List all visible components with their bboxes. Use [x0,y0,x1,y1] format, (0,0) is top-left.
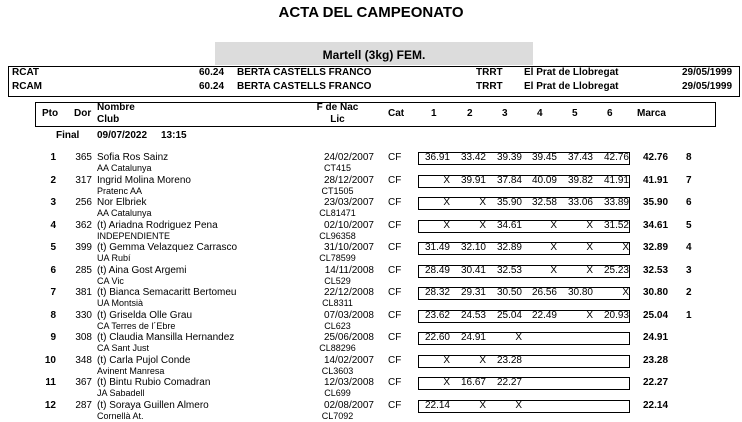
attempt-value: 22.14 [424,399,450,411]
attempt-value: 41.91 [603,174,629,186]
header-attempt-5: 5 [572,108,578,119]
attempt-value: 28.49 [424,264,450,276]
athlete-name: Ingrid Molina Moreno [97,174,191,186]
athlete-name: (t) Bianca Semacaritt Bertomeu [97,287,237,298]
athlete-name: (t) Soraya Guillen Almero [97,399,209,411]
category: CF [388,219,402,231]
header-club: Club [97,114,120,125]
table-row [0,355,742,377]
attempt-value: 23.28 [496,354,522,366]
header-attempt-2: 2 [467,108,473,119]
attempt-value: X [586,264,593,276]
attempt-value: X [443,219,450,231]
birth-date: 23/03/2007 [323,197,374,208]
attempt-value: X [550,264,557,276]
header-attempt-4: 4 [537,108,543,119]
attempt-value: 20.93 [603,309,629,321]
athlete-name: (t) Ariadna Rodriguez Pena [97,219,218,231]
document-title: ACTA DEL CAMPEONATO [278,4,464,21]
record-mark: 60.24 [199,67,225,78]
category: CF [388,174,402,186]
row-bib: 348 [75,354,92,366]
points: 7 [686,174,692,186]
athlete-club: UA Rubí [97,253,131,263]
license: CL529 [324,275,351,286]
attempt-value: 32.10 [460,242,486,253]
header-dor: Dor [74,108,92,119]
points: 3 [686,264,692,276]
athlete-club: CA Vic [97,275,124,286]
points: 4 [686,242,692,253]
attempt-value: 33.89 [603,197,629,208]
license: CL81471 [319,208,356,218]
best-mark: 32.89 [643,242,669,253]
best-mark: 24.91 [643,332,669,343]
table-row [0,310,742,332]
birth-date: 31/10/2007 [323,242,374,253]
attempt-value: 24.91 [460,332,486,343]
category: CF [388,264,402,276]
row-bib: 365 [75,152,92,163]
attempt-value: 42.76 [603,152,629,163]
record-date: 29/05/1999 [682,81,733,92]
table-row [0,197,742,219]
athlete-club: CA Sant Just [97,343,150,353]
table-row [0,265,742,287]
final-label: Final [56,130,80,141]
attempt-value: 39.91 [460,174,486,186]
table-row [0,175,742,197]
table-row [0,332,742,354]
attempt-value: X [479,197,486,208]
attempt-value: 30.50 [496,287,522,298]
attempt-value: 32.53 [496,264,522,276]
attempt-value: X [550,219,557,231]
attempt-value: 39.45 [531,152,557,163]
best-mark: 42.76 [643,152,669,163]
license: CT415 [323,163,351,173]
attempt-value: 22.27 [496,377,522,388]
attempt-value: 35.90 [496,197,522,208]
row-position: 4 [50,219,56,231]
attempt-value: 25.04 [496,309,522,321]
athlete-club: Pratenc AA [97,185,143,196]
category: CF [388,377,402,388]
athlete-name: Nor Elbriek [97,197,147,208]
athlete-club: Avinent Manresa [97,365,165,376]
header-lic: Lic [330,114,345,125]
row-bib: 399 [75,242,92,253]
row-bib: 362 [75,219,92,231]
athlete-name: (t) Claudia Mansilla Hernandez [97,332,235,343]
attempt-value: 31.49 [424,242,450,253]
category: CF [388,354,402,366]
birth-date: 12/03/2008 [323,377,374,388]
points: 8 [686,152,692,163]
attempt-value: X [586,242,593,253]
athlete-club: AA Catalunya [97,163,152,173]
attempt-value: 23.62 [424,309,450,321]
row-position: 3 [50,197,56,208]
license: CT1505 [321,185,354,196]
attempt-value: X [550,242,557,253]
points: 2 [686,287,692,298]
category: CF [388,242,402,253]
table-row [0,287,742,309]
license: CL3603 [321,365,354,376]
athlete-name: (t) Griselda Olle Grau [97,309,193,321]
attempt-value: 37.43 [567,152,593,163]
birth-date: 24/02/2007 [323,152,374,163]
best-mark: 30.80 [643,287,669,298]
row-bib: 285 [75,264,92,276]
birth-date: 02/10/2007 [323,219,374,231]
best-mark: 32.53 [643,264,669,276]
license: CL7092 [321,410,354,421]
birth-date: 14/11/2008 [324,264,374,276]
row-bib: 317 [75,174,92,186]
category: CF [388,399,402,411]
athlete-name: Sofia Ros Sainz [97,152,169,163]
header-attempt-6: 6 [607,108,613,119]
best-mark: 23.28 [643,354,669,366]
header-marca: Marca [637,108,666,119]
athlete-name: (t) Gemma Velazquez Carrasco [97,242,238,253]
athlete-club: CA Terres de l´Ebre [97,320,176,331]
row-position: 7 [50,287,56,298]
table-row [0,220,742,242]
row-position: 6 [50,264,56,276]
birth-date: 28/12/2007 [323,174,374,186]
row-position: 12 [44,399,56,411]
row-bib: 256 [75,197,92,208]
category: CF [388,197,402,208]
points: 1 [686,309,692,321]
athlete-club: Cornellà At. [97,410,144,421]
athlete-name: (t) Bintu Rubio Comadran [97,377,211,388]
athlete-club: UA Montsià [97,298,144,308]
attempt-value: 16.67 [460,377,486,388]
row-position: 11 [45,377,56,388]
row-position: 1 [50,152,56,163]
best-mark: 22.27 [643,377,669,388]
final-date: 09/07/2022 [97,130,148,141]
header-pto: Pto [42,108,59,119]
attempt-value: 22.60 [424,332,450,343]
event-title: Martell (3kg) FEM. [322,48,426,62]
header-attempt-1: 1 [431,108,437,119]
row-bib: 287 [75,399,92,411]
category: CF [388,332,402,343]
attempt-value: 26.56 [531,287,557,298]
attempt-value: 30.41 [460,264,486,276]
attempt-value: 30.80 [567,287,593,298]
license: CL78599 [319,253,356,263]
results-header-box [35,102,716,127]
category: CF [388,152,402,163]
best-mark: 34.61 [643,219,669,231]
record-athlete: BERTA CASTELLS FRANCO [237,81,372,92]
record-date: 29/05/1999 [682,67,733,78]
attempt-value: X [586,309,593,321]
record-club: TRRT [476,67,503,78]
birth-date: 22/12/2008 [323,287,374,298]
attempt-value: 33.42 [460,152,486,163]
attempt-value: 24.53 [460,309,486,321]
attempt-value: X [479,219,486,231]
athlete-name: (t) Aina Gost Argemi [97,264,187,276]
license: CL8311 [322,298,353,308]
attempt-value: X [479,399,486,411]
row-bib: 381 [75,287,92,298]
birth-date: 25/06/2008 [323,332,374,343]
row-position: 10 [44,354,56,366]
record-code: RCAT [12,67,40,78]
license: CL88296 [319,343,356,353]
birth-date: 02/08/2007 [323,399,374,411]
category: CF [388,287,402,298]
birth-date: 07/03/2008 [323,309,374,321]
attempt-value: 39.82 [567,174,593,186]
attempt-value: X [443,377,450,388]
records-box [8,66,740,97]
birth-date: 14/02/2007 [323,354,374,366]
row-bib: 308 [75,332,92,343]
attempt-value: 28.32 [424,287,450,298]
attempt-value: 34.61 [496,219,522,231]
row-bib: 330 [75,309,92,321]
attempt-value: X [443,197,450,208]
table-row [0,377,742,399]
attempt-value: 25.23 [603,264,629,276]
header-cat: Cat [388,108,405,119]
best-mark: 41.91 [643,174,669,186]
attempt-value: X [622,242,629,253]
points: 5 [686,219,692,231]
best-mark: 35.90 [643,197,669,208]
category: CF [388,309,402,321]
record-place: El Prat de Llobregat [524,81,619,92]
athlete-club: AA Catalunya [97,208,152,218]
attempt-value: 39.39 [496,152,522,163]
record-mark: 60.24 [199,81,225,92]
attempt-value: X [586,219,593,231]
row-position: 8 [50,309,56,321]
final-time: 13:15 [161,130,187,141]
attempt-value: 40.09 [531,174,557,186]
points: 6 [686,197,692,208]
attempt-value: X [443,174,450,186]
record-code: RCAM [12,81,42,92]
table-row [0,400,742,422]
attempt-value: 36.91 [424,152,450,163]
license: CL96358 [319,230,356,241]
header-attempt-3: 3 [502,108,508,119]
attempt-value: X [515,399,522,411]
attempt-value: 22.49 [531,309,557,321]
table-row [0,152,742,174]
attempt-value: X [479,354,486,366]
attempt-value: 29.31 [460,287,486,298]
attempt-value: 37.84 [496,174,522,186]
attempt-value: 33.06 [567,197,593,208]
athlete-name: (t) Carla Pujol Conde [97,354,191,366]
license: CL699 [324,388,351,398]
record-athlete: BERTA CASTELLS FRANCO [237,67,372,78]
row-position: 5 [50,242,56,253]
row-position: 2 [50,174,56,186]
athlete-club: INDEPENDIENTE [97,230,171,241]
record-place: El Prat de Llobregat [524,67,619,78]
best-mark: 25.04 [643,309,669,321]
header-fnac: F de Nac [316,102,359,113]
attempt-value: 32.58 [531,197,557,208]
row-position: 9 [50,332,56,343]
header-nombre: Nombre [97,102,135,113]
row-bib: 367 [75,377,92,388]
license: CL623 [324,320,351,331]
attempt-value: 32.89 [496,242,522,253]
attempt-value: X [622,287,629,298]
attempt-value: X [515,332,522,343]
athlete-club: JA Sabadell [97,388,145,398]
record-club: TRRT [476,81,503,92]
best-mark: 22.14 [643,399,669,411]
attempt-value: 31.52 [603,219,629,231]
attempt-value: X [443,354,450,366]
table-row [0,242,742,264]
